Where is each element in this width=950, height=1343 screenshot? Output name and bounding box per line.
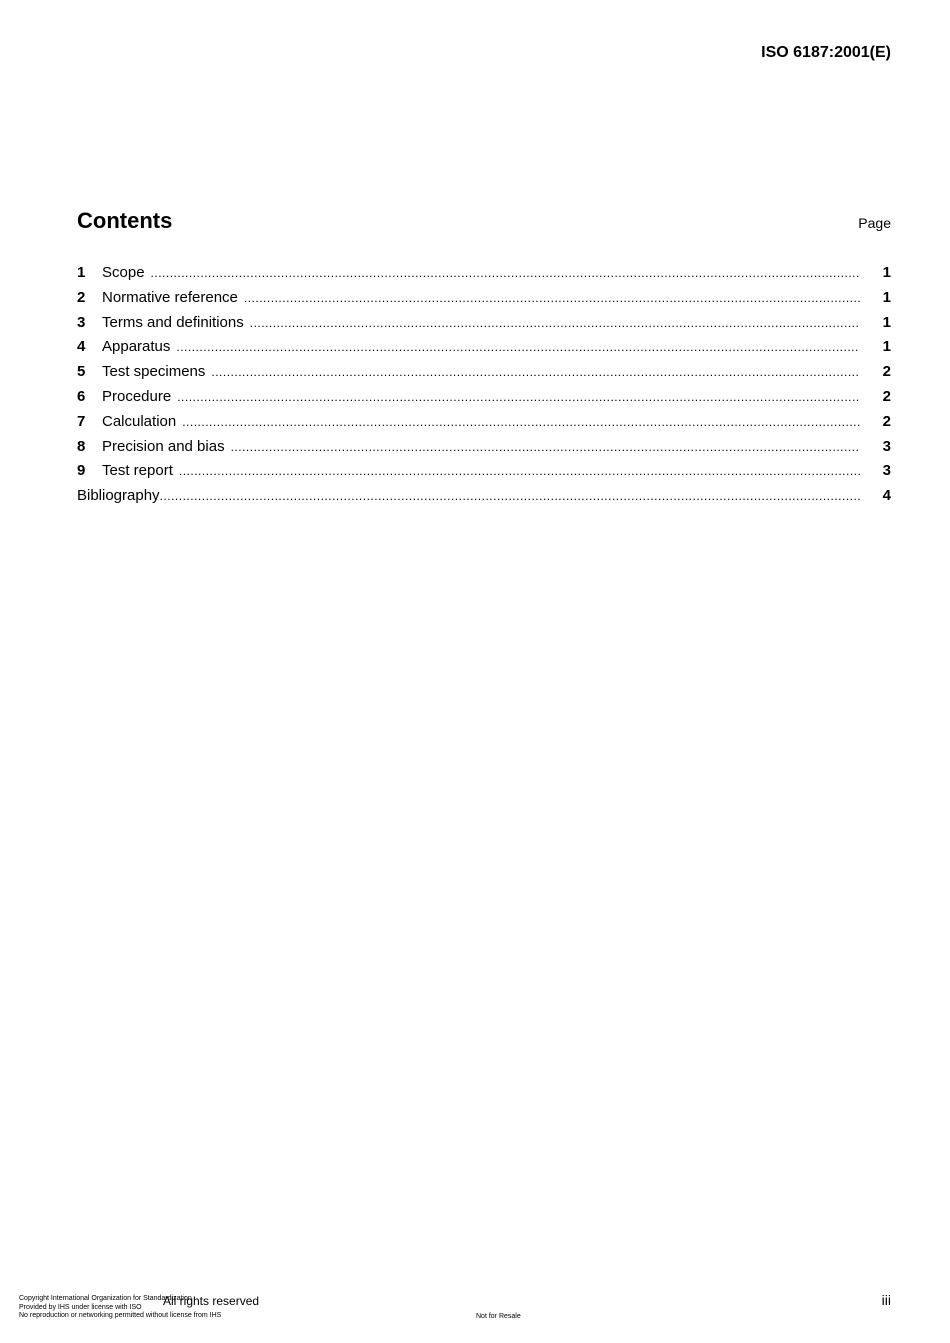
toc-leader-dots bbox=[250, 311, 860, 336]
toc-entry[interactable] bbox=[77, 435, 891, 460]
toc-entry-page: 1 bbox=[882, 264, 891, 281]
toc-leader-dots bbox=[231, 435, 860, 460]
toc-entry-page: 1 bbox=[882, 288, 891, 306]
toc-leader-dots bbox=[160, 484, 860, 509]
copyright-line: Provided by IHS under license with ISO bbox=[19, 1303, 142, 1311]
toc-entry-number: 8 bbox=[77, 437, 86, 455]
toc-entry-number: 7 bbox=[77, 412, 86, 430]
toc-leader-dots bbox=[177, 385, 860, 410]
resale-notice: Not for Resale bbox=[476, 1313, 521, 1320]
toc-entry[interactable] bbox=[77, 335, 891, 360]
toc-entry-number: 1 bbox=[77, 264, 86, 281]
page-column-label: Page bbox=[858, 215, 891, 231]
toc-entry[interactable] bbox=[77, 385, 891, 410]
toc-entry-page: 2 bbox=[882, 387, 891, 405]
toc-leader-dots bbox=[176, 335, 860, 360]
toc-entry[interactable] bbox=[77, 311, 891, 336]
toc-entry-page: 3 bbox=[882, 462, 891, 480]
toc-entry-label: Scope bbox=[102, 264, 145, 281]
toc-leader-dots bbox=[179, 459, 860, 484]
toc-entry[interactable] bbox=[77, 286, 891, 311]
toc-entry-label: Bibliography bbox=[77, 487, 160, 505]
toc-entry-number: 2 bbox=[77, 288, 86, 306]
rights-reserved: All rights reserved bbox=[163, 1294, 260, 1308]
toc-entry-page: 1 bbox=[882, 338, 891, 356]
toc-entry[interactable] bbox=[77, 410, 891, 435]
toc-entry[interactable] bbox=[77, 459, 891, 484]
table-of-contents bbox=[77, 261, 891, 509]
contents-title: Contents bbox=[77, 208, 173, 233]
toc-entry-page: 4 bbox=[882, 487, 891, 505]
copyright-line: No reproduction or networking permitted without license from IHS bbox=[19, 1312, 222, 1319]
toc-entry-label: Precision and bias bbox=[102, 437, 225, 455]
toc-entry-number: 5 bbox=[77, 363, 86, 381]
toc-leader-dots bbox=[182, 410, 860, 435]
toc-entry-page: 1 bbox=[882, 313, 891, 331]
toc-entry-label: Terms and definitions bbox=[102, 313, 244, 331]
toc-entry-page: 2 bbox=[882, 412, 891, 430]
toc-leader-dots bbox=[244, 286, 860, 311]
toc-entry-label: Calculation bbox=[102, 412, 177, 430]
document-id: ISO 6187:2001(E) bbox=[761, 44, 891, 61]
toc-leader-dots bbox=[151, 261, 860, 286]
toc-entry-label: Normative reference bbox=[102, 288, 238, 306]
toc-entry-number: 9 bbox=[77, 462, 86, 480]
toc-leader-dots bbox=[211, 360, 860, 385]
toc-entry-label: Procedure bbox=[102, 387, 172, 405]
toc-entry-label: Apparatus bbox=[102, 338, 171, 356]
toc-entry-label: Test specimens bbox=[102, 363, 206, 381]
toc-entry-number: 6 bbox=[77, 387, 86, 405]
toc-entry[interactable] bbox=[77, 261, 891, 286]
page-number: iii bbox=[881, 1292, 891, 1308]
contents-header bbox=[77, 208, 891, 234]
toc-entry-number: 3 bbox=[77, 313, 86, 331]
toc-entry-bibliography[interactable] bbox=[77, 484, 891, 509]
toc-entry[interactable] bbox=[77, 360, 891, 385]
toc-entry-number: 4 bbox=[77, 338, 86, 356]
toc-entry-page: 3 bbox=[882, 437, 891, 455]
copyright-line: Copyright International Organization for Standardization bbox=[19, 1295, 192, 1302]
toc-entry-label: Test report bbox=[102, 462, 173, 480]
toc-entry-page: 2 bbox=[882, 363, 891, 381]
